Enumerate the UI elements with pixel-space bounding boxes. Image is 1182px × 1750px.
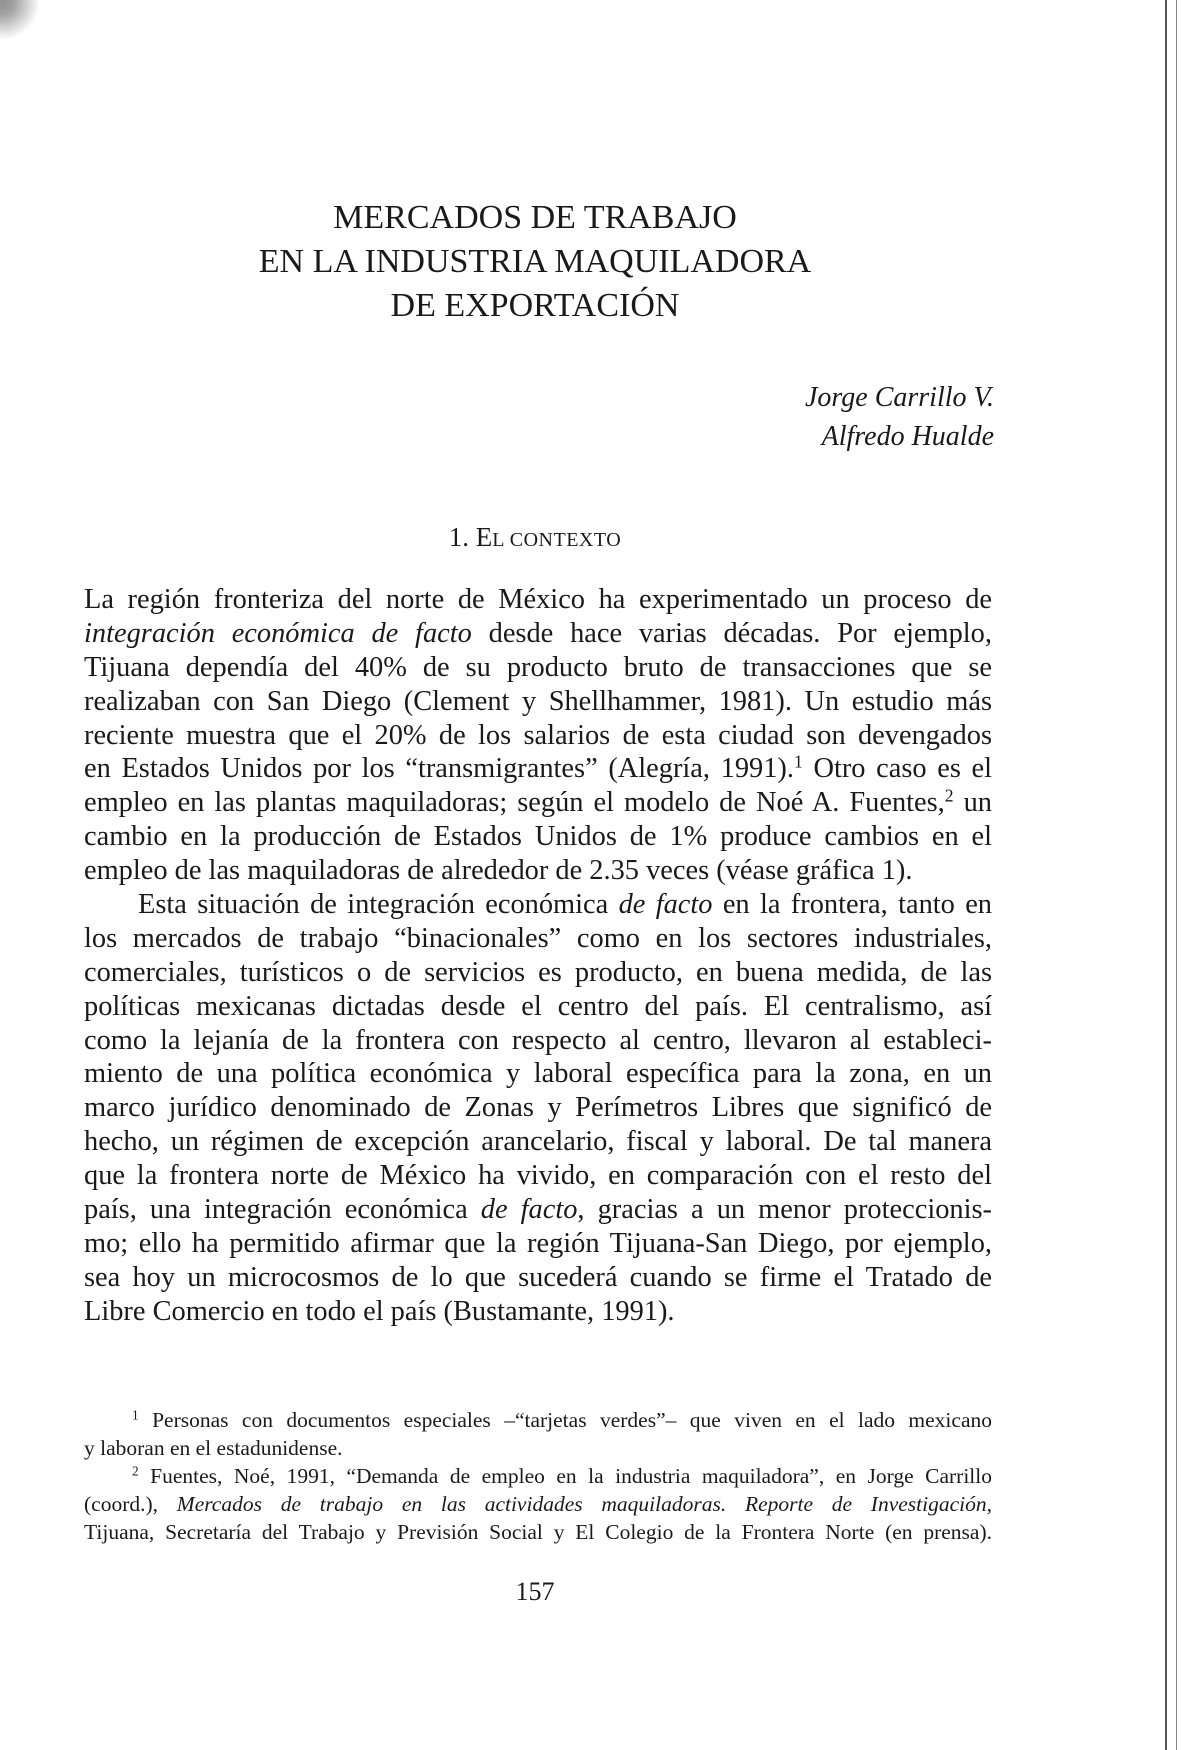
text-line: comerciales, turísticos o de servicios es producto, en buena medida, de las — [84, 956, 992, 988]
footnote-ref-1[interactable]: 1 — [794, 751, 803, 772]
text-line: hecho, un régimen de excepción arancelario, fiscal y laboral. De tal manera — [84, 1126, 992, 1158]
italic-phrase: Mercados de trabajo en las actividades maquiladoras. Reporte de Investigación — [176, 1492, 987, 1516]
text-fragment: empleo en las plantas maquiladoras; según el modelo de Noé A. Fuentes, — [84, 787, 945, 819]
paragraph-2 — [84, 888, 992, 1329]
italic-phrase: integración económica de facto — [84, 617, 472, 649]
text-line: como la lejanía de la frontera con respecto al centro, llevaron al estableci- — [84, 1024, 992, 1056]
author-1: Jorge Carrillo V. — [804, 382, 994, 413]
text-fragment: Fuentes, Noé, 1991, “Demanda de empleo en la industria maquiladora”, en Jorge Carrillo — [138, 1464, 992, 1488]
text-fragment: Esta situación de integración económica — [138, 889, 619, 921]
text-fragment: en Estados Unidos por los “transmigrantes” (Alegría, 1991). — [84, 753, 794, 785]
text-line: realizaban con San Diego (Clement y Shellhammer, 1981). Un estudio más — [84, 685, 992, 717]
section-heading — [0, 522, 1070, 553]
paragraph-1 — [84, 583, 992, 888]
text-fragment: desde hace varias décadas. Por ejemplo, — [471, 617, 992, 649]
text-line: Tijuana, Secretaría del Trabajo y Previsión Social y El Colegio de la Frontera Norte (en prensa). — [84, 1520, 992, 1544]
text-line: Libre Comercio en todo el país (Bustamante, 1991). — [84, 1295, 675, 1327]
footnote-ref-2[interactable]: 2 — [944, 785, 954, 806]
page-number: 157 — [515, 1577, 555, 1606]
text-line: y laboran en el estadunidense. — [84, 1436, 343, 1460]
scan-corner-speck — [0, 0, 38, 110]
text-fragment: país, una integración económica — [84, 1194, 481, 1226]
text-fragment: (coord.), — [84, 1492, 177, 1516]
text-line: miento de una política económica y laboral específica para la zona, en un — [84, 1058, 992, 1090]
section-number: 1. — [448, 522, 470, 552]
scan-edge-line-outer — [1176, 0, 1177, 1750]
title-line-2: EN LA INDUSTRIA MAQUILADORA — [258, 243, 812, 280]
text-line: empleo de las maquiladoras de alrededor de 2.35 veces (véase gráfica 1). — [84, 855, 913, 887]
section-initial: E — [475, 522, 493, 552]
text-fragment: , gracias a un menor proteccionis- — [577, 1194, 992, 1226]
body-text — [84, 583, 992, 1329]
text-line — [84, 1490, 992, 1518]
text-line: sea hoy un microcosmos de lo que sucederá cuando se firme el Tratado de — [84, 1261, 992, 1293]
text-line — [84, 888, 992, 922]
text-line: cambio en la producción de Estados Unidos de 1% produce cambios en el — [84, 821, 992, 853]
footnote-marker-2: 2 — [132, 1463, 139, 1479]
text-line: que la frontera norte de México ha vivido, en comparación con el resto del — [84, 1160, 992, 1192]
text-line: los mercados de trabajo “binacionales” como en los sectores industriales, — [84, 922, 992, 954]
text-line: La región fronteriza del norte de México ha experimentado un proceso de — [84, 584, 992, 615]
footnotes — [84, 1406, 992, 1546]
text-fragment: un — [953, 787, 992, 819]
italic-phrase: de facto — [618, 889, 713, 921]
title-line-1: MERCADOS DE TRABAJO — [333, 199, 737, 236]
footnote-2 — [84, 1462, 992, 1546]
text-line — [84, 1462, 992, 1490]
footnote-1 — [84, 1406, 992, 1462]
scan-edge-line — [1165, 0, 1167, 1750]
text-line — [84, 617, 992, 651]
italic-phrase: de facto — [480, 1194, 578, 1226]
text-fragment: , — [986, 1492, 992, 1516]
text-fragment: en la frontera, tanto en — [712, 889, 992, 921]
section-title-rest: L CONTEXTO — [492, 529, 622, 551]
title-line-3: DE EXPORTACIÓN — [390, 287, 680, 324]
text-line — [84, 786, 992, 820]
article-title — [0, 196, 1070, 328]
text-line: Tijuana dependía del 40% de su producto bruto de transacciones que se — [84, 651, 992, 683]
footnote-marker-1: 1 — [132, 1407, 139, 1423]
text-line: reciente muestra que el 20% de los salarios de esta ciudad son devengados — [84, 719, 992, 751]
text-line: marco jurídico denominado de Zonas y Perímetros Libres que significó de — [84, 1092, 992, 1124]
text-line — [84, 752, 992, 786]
authors — [805, 378, 994, 456]
text-fragment: Otro caso es el — [802, 753, 992, 785]
text-fragment: Personas con documentos especiales –“tarjetas verdes”– que viven en el lado mexicano — [138, 1408, 992, 1432]
text-line — [84, 1406, 992, 1434]
text-line — [84, 1193, 992, 1227]
text-line: políticas mexicanas dictadas desde el centro del país. El centralismo, así — [84, 990, 992, 1022]
text-line: mo; ello ha permitido afirmar que la región Tijuana-San Diego, por ejemplo, — [84, 1227, 992, 1259]
author-2: Alfredo Hualde — [821, 421, 994, 452]
